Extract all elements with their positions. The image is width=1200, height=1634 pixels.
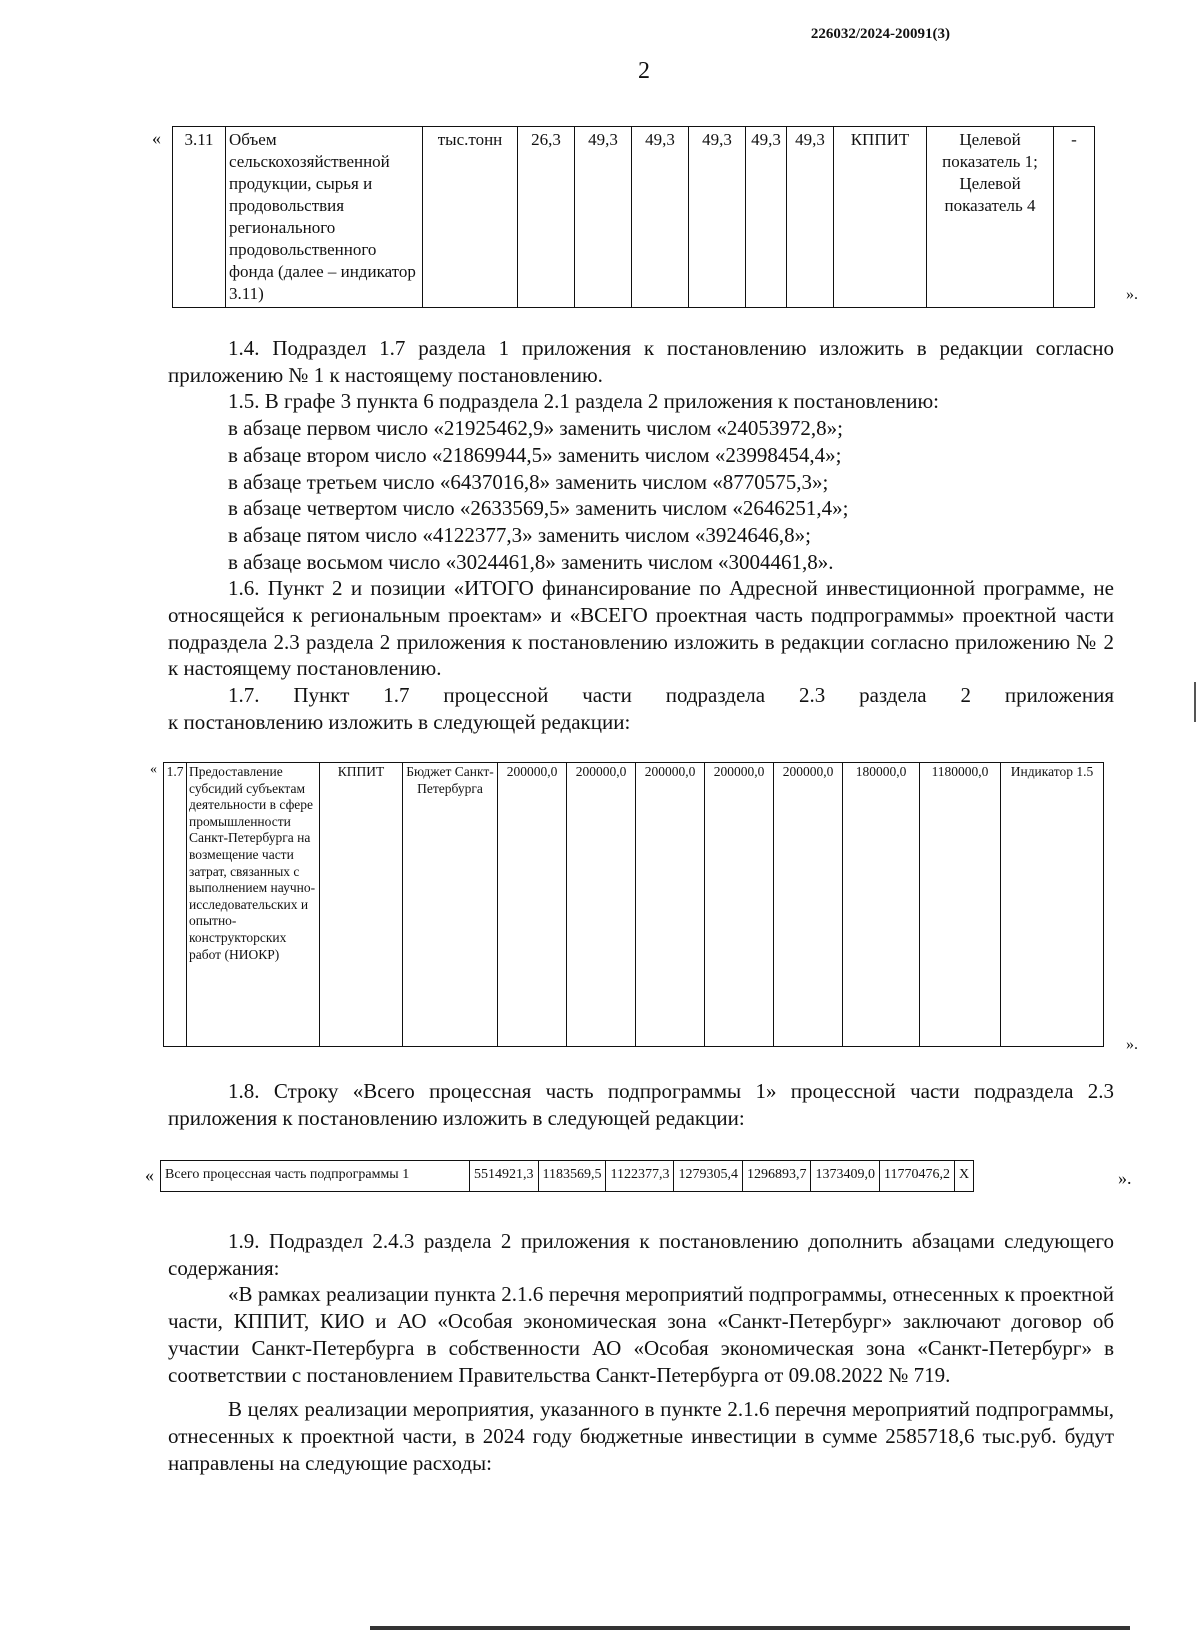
table-cell: 200000,0: [498, 763, 567, 1047]
table-cell: 49,3: [575, 127, 632, 308]
paragraph-investments: В целях реализации мероприятия, указанного в пункте 2.1.6 перечня мероприятий подпрограммы, отнесенных к проектной части, в 2024 году бюджетные инвестиции в сумме 2585718,6 тыс.руб. будут направлены на следующие расходы:: [168, 1397, 1114, 1475]
paragraph-1-9: 1.9. Подраздел 2.4.3 раздела 2 приложения к постановлению дополнить абзацами следующего содержания:: [168, 1229, 1114, 1280]
table-cell: Всего процессная часть подпрограммы 1: [161, 1161, 470, 1192]
document-number: 226032/2024-20091(3): [810, 26, 950, 42]
table-row: [173, 127, 1095, 308]
paragraph-1-7-line1: 1.7. Пункт 1.7 процессной части подраздела 2.3 раздела 2 приложения: [228, 683, 1114, 708]
paragraph-1-5-line: в абзаце первом число «21925462,9» заменить числом «24053972,8»;: [228, 416, 843, 441]
paragraph-1-5: 1.5. В графе 3 пункта 6 подраздела 2.1 раздела 2 приложения к постановлению:: [228, 389, 940, 414]
table-cell: 1180000,0: [920, 763, 1001, 1047]
table-cell: 11770476,2: [879, 1161, 954, 1192]
table-cell: 200000,0: [636, 763, 705, 1047]
text-block-3: [168, 1228, 1114, 1476]
paragraph-1-8: 1.8. Строку «Всего процессная часть подпрограммы 1» процессной части подраздела 2.3 приложения к постановлению изложить в следующей редакции:: [168, 1079, 1114, 1130]
bottom-scan-line: [370, 1626, 1130, 1630]
table-cell: 1296893,7: [742, 1161, 811, 1192]
table-cell: 200000,0: [774, 763, 843, 1047]
quote-close-table2: ».: [1126, 1036, 1138, 1053]
table-row: [164, 763, 1104, 1047]
paragraph-1-5-line: в абзаце втором число «21869944,5» заменить числом «23998454,4»;: [228, 442, 842, 467]
table-cell: 1373409,0: [811, 1161, 880, 1192]
table-cell: 1122377,3: [606, 1161, 674, 1192]
table-cell: 1183569,5: [538, 1161, 606, 1192]
indicator-table: [172, 126, 1095, 308]
paragraph-1-9-quote: «В рамках реализации пункта 2.1.6 перечня мероприятий подпрограммы, отнесенных к проектной части, КППИТ, КИО и АО «Особая экономическая зона «Санкт-Петербург» заключают договор об участии Санкт-Петербурга в собственности АО «Особая экономическая зона «Санкт-Петербург» в соответствии с постановлением Правительства Санкт-Петербурга от 09.08.2022 № 719.: [168, 1282, 1114, 1387]
table-cell: 1.7: [164, 763, 187, 1047]
paragraph-1-7-line2: к постановлению изложить в следующей редакции:: [168, 709, 631, 734]
table-cell: КППИТ: [320, 763, 403, 1047]
table-cell: Предоставление субсидий субъектам деятельности в сфере промышленности Санкт-Петербурга на возмещение части затрат, связанных с выполнением научно-исследовательских и опытно-конструкторских работ (НИОКР): [187, 763, 320, 1047]
table-cell: 49,3: [689, 127, 746, 308]
table-cell: Объем сельскохозяйственной продукции, сырья и продовольствия регионального продовольственного фонда (далее – индикатор 3.11): [226, 127, 423, 308]
quote-close-table1: ».: [1126, 286, 1138, 303]
text-block-2: [168, 1078, 1114, 1131]
paragraph-1-5-line: в абзаце четвертом число «2633569,5» заменить числом «2646251,4»;: [228, 496, 849, 521]
paragraph-1-5-line: в абзаце восьмом число «3024461,8» заменить числом «3004461,8».: [228, 549, 834, 574]
table-cell: -: [1054, 127, 1095, 308]
table-cell: Бюджет Санкт-Петербурга: [403, 763, 498, 1047]
table-cell: КППИТ: [834, 127, 927, 308]
total-table: [160, 1160, 974, 1192]
quote-open-table3: «: [145, 1165, 154, 1185]
quote-close-table3: ».: [1118, 1168, 1132, 1188]
paragraph-1-6: 1.6. Пункт 2 и позиции «ИТОГО финансирование по Адресной инвестиционной программе, не относящейся к региональным проектам» и «ВСЕГО проектная часть подпрограммы» проектной части подраздела 2.3 раздела 2 приложения к постановлению изложить в редакции согласно приложению № 2 к настоящему постановлению.: [168, 576, 1114, 681]
table-cell: 200000,0: [705, 763, 774, 1047]
table-cell: 1279305,4: [674, 1161, 743, 1192]
scan-edge-mark: [1194, 682, 1196, 722]
quote-open-table1: «: [152, 128, 161, 148]
table-cell: 26,3: [518, 127, 575, 308]
paragraph-1-4: 1.4. Подраздел 1.7 раздела 1 приложения к постановлению изложить в редакции согласно приложению № 1 к настоящему постановлению.: [168, 336, 1114, 387]
table-cell: Индикатор 1.5: [1001, 763, 1104, 1047]
table-row: [161, 1161, 974, 1192]
text-block-1: [168, 335, 1114, 736]
table-cell: Х: [954, 1161, 973, 1192]
table-cell: тыс.тонн: [423, 127, 518, 308]
table-cell: 3.11: [173, 127, 226, 308]
table-cell: 49,3: [632, 127, 689, 308]
table-cell: Целевой показатель 1; Целевой показатель 4: [927, 127, 1054, 308]
paragraph-1-5-line: в абзаце пятом число «4122377,3» заменить числом «3924646,8»;: [228, 522, 811, 547]
table-cell: 200000,0: [567, 763, 636, 1047]
paragraph-1-5-line: в абзаце третьем число «6437016,8» заменить числом «8770575,3»;: [228, 469, 829, 494]
subsidy-table: [163, 762, 1104, 1047]
table-cell: 49,3: [746, 127, 787, 308]
table-cell: 5514921,3: [470, 1161, 539, 1192]
page-number: 2: [638, 58, 650, 84]
table-cell: 180000,0: [843, 763, 920, 1047]
table-cell: 49,3: [787, 127, 834, 308]
quote-open-table2: «: [150, 762, 157, 777]
